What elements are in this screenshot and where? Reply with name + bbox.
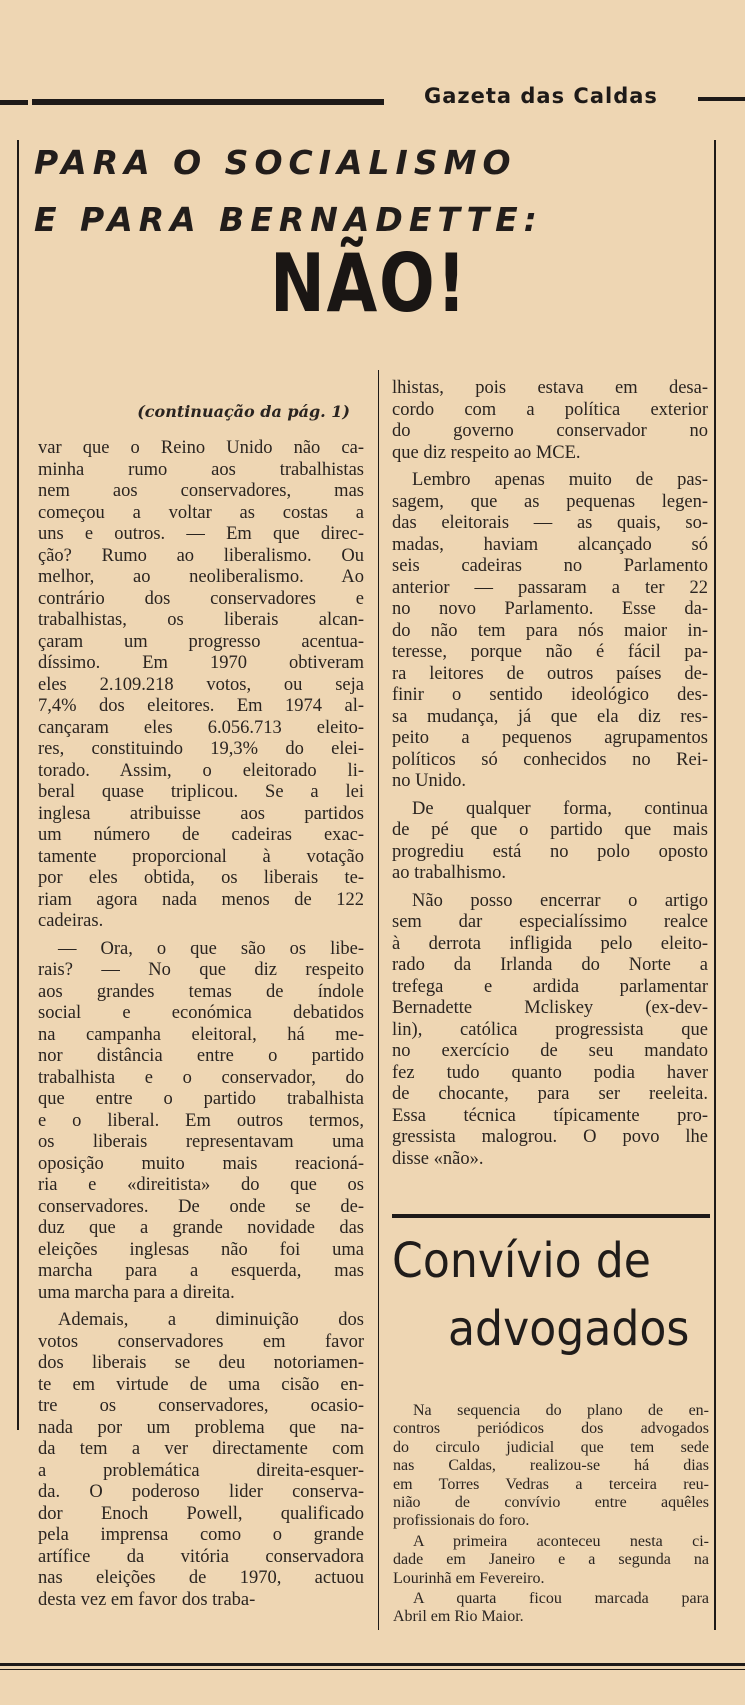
paragraph (392, 470, 708, 793)
text-line: oposição muito mais reacioná- (38, 1153, 364, 1174)
text-line: profissionais do foro. (393, 1512, 530, 1530)
text-line: desta vez em favor dos traba- (38, 1589, 256, 1610)
text-line: nas Caldas, realizou-se há dias (393, 1457, 709, 1475)
brief-separator-rule (392, 1214, 710, 1218)
paragraph (392, 891, 708, 1171)
text-line: teresse, porque não é fácil pa- (392, 642, 708, 662)
text-line: que diz respeito ao MCE. (392, 442, 581, 463)
text-line: sagem, que as pequenas legen- (392, 491, 708, 512)
text-line: peito a pequenos agrupamentos (392, 728, 708, 748)
paragraph (38, 438, 364, 933)
text-line: rais? — No que diz respeito (38, 960, 364, 980)
headline: NÃO! (270, 237, 468, 330)
article-right-column (392, 378, 708, 1176)
text-line: políticos só conhecidos no Rei- (392, 749, 708, 770)
text-line: duz que a grande novidade das (38, 1218, 364, 1238)
text-line: da. O poderoso lider conserva- (38, 1482, 364, 1502)
text-line: minha rumo aos trabalhistas (38, 459, 364, 480)
text-line: cordo com a política exterior (392, 399, 708, 420)
footer-rule-2 (0, 1669, 745, 1670)
text-line: sa mudança, já que ela diz res- (392, 706, 708, 727)
text-line: dor Enoch Powell, qualificado (38, 1503, 364, 1524)
header-rule-right (698, 97, 745, 101)
text-line: beral quase triplicou. Se a lei (38, 782, 364, 802)
text-line: progrediu está no polo oposto (392, 841, 708, 862)
text-line: no Unido. (392, 771, 466, 791)
text-line: eleições inglesas não foi uma (38, 1239, 364, 1260)
brief-body (393, 1402, 709, 1629)
text-line: eles 2.109.218 votos, ou seja (38, 674, 364, 695)
text-line: os liberais representavam uma (38, 1132, 364, 1152)
continuation-note: (continuação da pág. 1) (137, 402, 350, 421)
text-line: 7,4% dos eleitores. Em 1974 al- (38, 696, 364, 716)
text-line: em Torres Vedras a terceira reu- (393, 1475, 709, 1493)
text-line: Essa técnica típicamente pro- (392, 1105, 708, 1126)
text-line: pela imprensa como o grande (38, 1525, 364, 1545)
text-line: no exercício de seu mandato (392, 1041, 708, 1061)
text-line: por eles obtida, os liberais te- (38, 868, 364, 888)
text-line: ção? Rumo ao liberalismo. Ou (38, 545, 364, 566)
text-line: lin), católica progressista que (392, 1019, 708, 1040)
text-line: nas eleições de 1970, actuou (38, 1568, 364, 1588)
text-line: rado da Irlanda do Norte a (392, 955, 708, 975)
paragraph (38, 939, 364, 1305)
text-line: marcha para a esquerda, mas (38, 1261, 364, 1281)
text-line: anterior — passaram a ter 22 (392, 577, 708, 598)
text-line: Lourinhã em Fevereiro. (393, 1569, 545, 1587)
kicker-line-2: E PARA BERNADETTE: (34, 200, 543, 239)
text-line: gressista malogrou. O povo lhe (392, 1127, 708, 1147)
text-line: à derrota infligida pelo eleito- (392, 933, 708, 954)
text-line: tre os conservadores, ocasio- (38, 1396, 364, 1416)
paragraph (392, 799, 708, 885)
brief-title-line-2: advogados (448, 1301, 690, 1357)
text-line: — Ora, o que são os libe- (58, 938, 364, 959)
text-line: a problemática direita-esquer- (38, 1460, 364, 1481)
text-line: De qualquer forma, continua (412, 798, 708, 819)
paragraph (392, 378, 708, 464)
text-line: nor distância entre o partido (38, 1046, 364, 1066)
text-line: dos liberais se deu notoriamen- (38, 1353, 364, 1373)
column-divider (378, 370, 379, 1630)
article-left-column (38, 438, 364, 1617)
text-line: que entre o partido trabalhista (38, 1089, 364, 1109)
text-line: do circulo judicial que tem sede (393, 1438, 709, 1456)
text-line: e o liberal. Em outros termos, (38, 1110, 364, 1131)
paragraph (38, 1310, 364, 1611)
text-line: lhistas, pois estava em desa- (392, 378, 708, 398)
text-line: var que o Reino Unido não ca- (38, 438, 364, 458)
text-line: conservadores. De onde se de- (38, 1196, 364, 1217)
footer-rule-1 (0, 1663, 745, 1666)
text-line: das eleitorais — as quais, so- (392, 513, 708, 533)
text-line: finir o sentido ideológico des- (392, 685, 708, 705)
text-line: uma marcha para a direita. (38, 1282, 235, 1303)
text-line: artífice da vitória conservadora (38, 1546, 364, 1567)
text-line: dade em Janeiro e a segunda na (393, 1551, 709, 1569)
text-line: cadeiras. (38, 911, 104, 931)
text-line: disse «não». (392, 1148, 484, 1169)
text-line: Lembro apenas muito de pas- (412, 470, 708, 490)
text-line: do não tem para nós maior in- (392, 620, 708, 641)
text-line: contrário dos conservadores e (38, 588, 364, 609)
text-line: te em virtude de uma cisão en- (38, 1374, 364, 1395)
text-line: res, constituindo 19,3% do elei- (38, 739, 364, 759)
masthead: Gazeta das Caldas (424, 84, 658, 108)
text-line: melhor, ao neoliberalismo. Ao (38, 567, 364, 587)
text-line: começou a voltar as costas a (38, 502, 364, 523)
text-line: um número de cadeiras exac- (38, 825, 364, 845)
text-line: Na sequencia do plano de en- (413, 1402, 709, 1419)
text-line: cançaram eles 6.056.713 eleito- (38, 717, 364, 738)
header-rule-main (32, 99, 384, 105)
text-line: ao trabalhismo. (392, 863, 507, 883)
text-line: na campanha eleitoral, há me- (38, 1024, 364, 1045)
text-line: ria e «direitista» do que os (38, 1175, 364, 1195)
text-line: torado. Assim, o eleitorado li- (38, 760, 364, 781)
text-line: A quarta ficou marcada para (413, 1589, 709, 1607)
text-line: nem aos conservadores, mas (38, 481, 364, 501)
text-line: inglesa atribuisse aos partidos (38, 803, 364, 824)
text-line: trabalhista e o conservador, do (38, 1067, 364, 1088)
text-line: díssimo. Em 1970 obtiveram (38, 653, 364, 673)
text-line: nada por um problema que na- (38, 1417, 364, 1438)
text-line: uns e outros. — Em que direc- (38, 524, 364, 544)
text-line: madas, haviam alcançado só (392, 534, 708, 555)
text-line: da tem a ver directamente com (38, 1439, 364, 1459)
text-line: Bernadette Mcliskey (ex-dev- (392, 998, 708, 1018)
text-line: de chocante, para ser reeleita. (392, 1084, 708, 1104)
text-line: riam agora nada menos de 122 (38, 889, 364, 910)
paragraph (393, 1533, 709, 1588)
kicker-line-1: PARA O SOCIALISMO (34, 143, 517, 182)
text-line: contros periódicos dos advogados (393, 1420, 709, 1438)
text-line: nião de convívio entre aquêles (393, 1493, 709, 1511)
text-line: tamente proporcional à votação (38, 846, 364, 867)
text-line: social e económica debatidos (38, 1003, 364, 1023)
paragraph (393, 1590, 709, 1627)
text-line: trefega e ardida parlamentar (392, 976, 708, 997)
text-line: A primeira aconteceu nesta ci- (413, 1532, 709, 1550)
text-line: Abril em Rio Maior. (393, 1608, 524, 1626)
text-line: votos conservadores em favor (38, 1331, 364, 1352)
text-line: Não posso encerrar o artigo (412, 890, 708, 911)
right-border-rule (714, 140, 716, 1630)
text-line: aos grandes temas de índole (38, 981, 364, 1002)
text-line: seis cadeiras no Parlamento (392, 556, 708, 576)
paragraph (393, 1402, 709, 1531)
text-line: no novo Parlamento. Esse da- (392, 599, 708, 619)
text-line: de pé que o partido que mais (392, 820, 708, 840)
text-line: fez tudo quanto podia haver (392, 1062, 708, 1083)
text-line: sem dar especialíssimo realce (392, 912, 708, 932)
text-line: trabalhistas, os liberais alcan- (38, 610, 364, 630)
text-line: Ademais, a diminuição dos (58, 1310, 364, 1330)
header-rule-left (0, 100, 28, 105)
text-line: do governo conservador no (392, 421, 708, 441)
brief-title-line-1: Convívio de (392, 1233, 651, 1289)
text-line: çaram um progresso acentua- (38, 631, 364, 652)
left-border-rule (17, 140, 19, 1430)
text-line: ra leitores de outros países de- (392, 663, 708, 684)
